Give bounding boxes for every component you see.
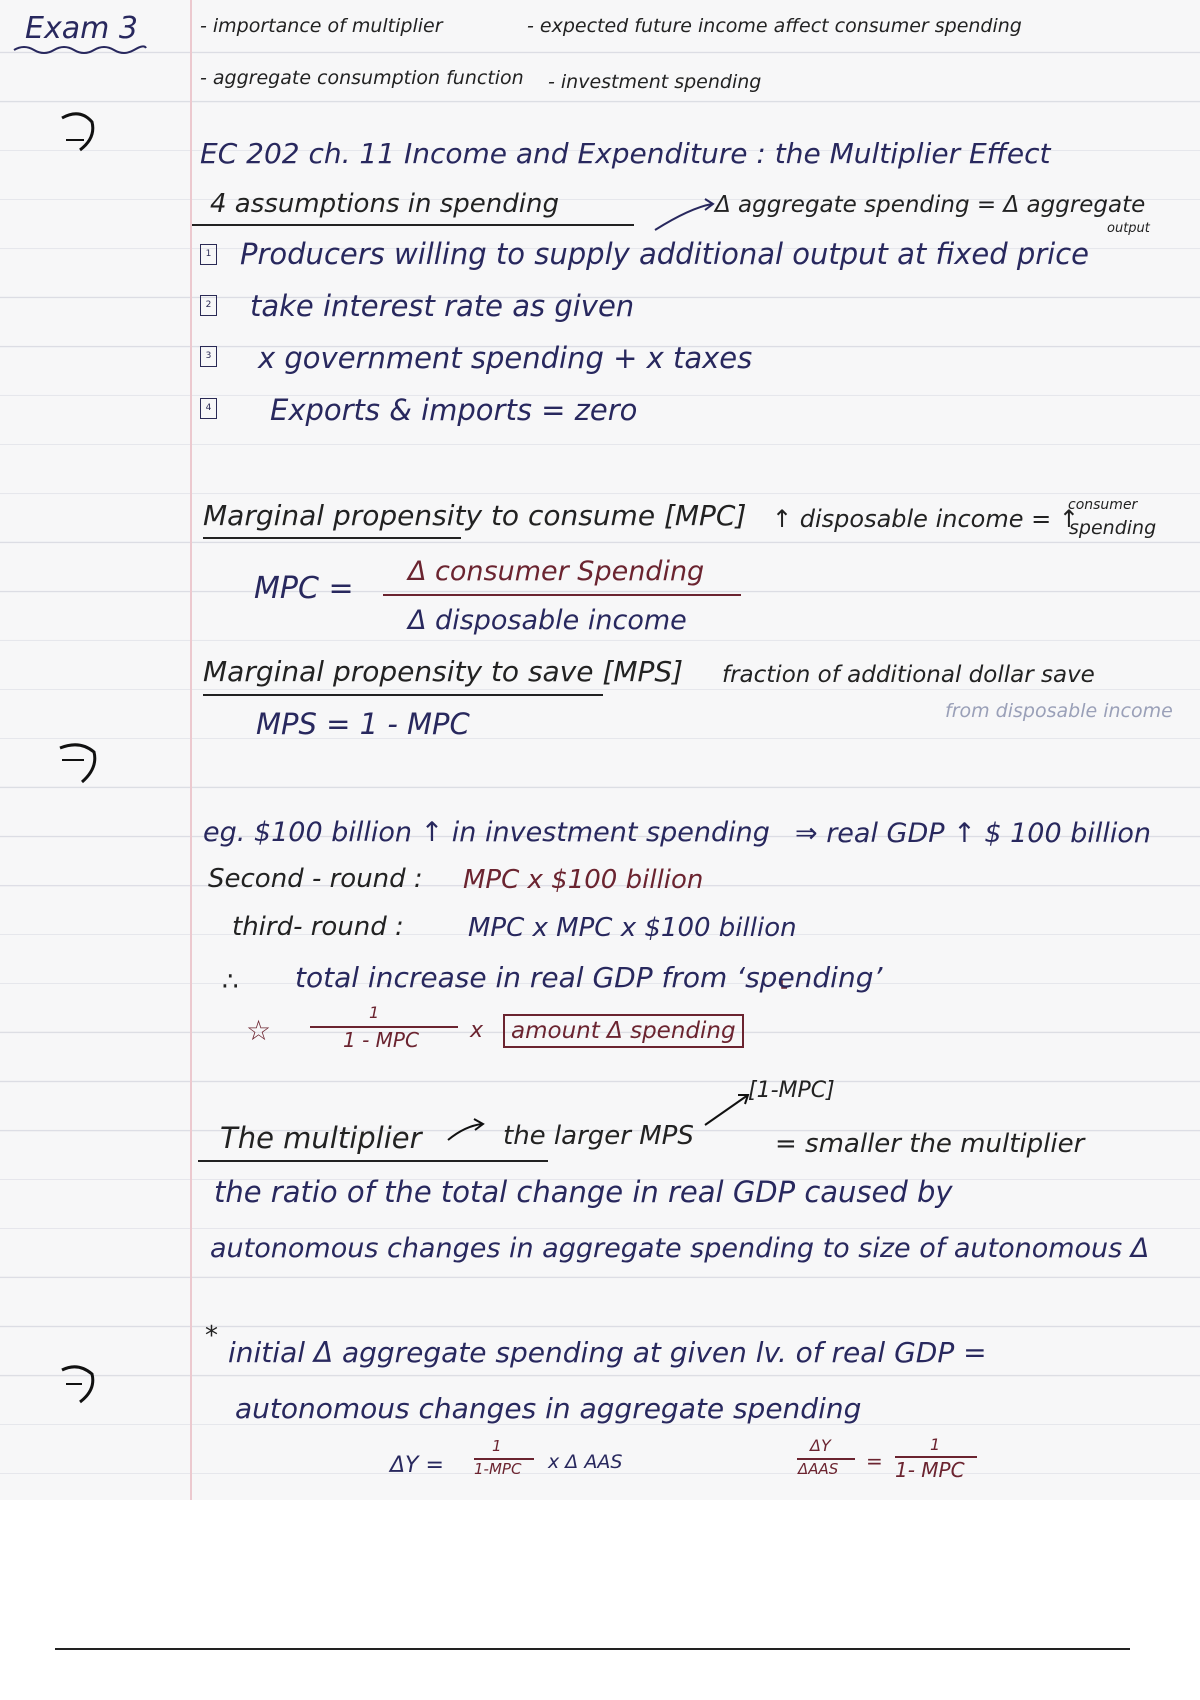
multiplier-definition: the ratio of the total change in real GDP caused by (214, 1175, 953, 1209)
assumption-text: take interest rate as given (250, 289, 635, 323)
bracket-note: [1-MPC] (748, 1078, 835, 1103)
multiplier-heading: The multiplier (220, 1121, 422, 1155)
heading-underline (192, 224, 634, 226)
chapter-heading: EC 202 ch. 11 Income and Expenditure : the Multiplier Effect (200, 137, 1051, 170)
side-note-sup: output (1107, 221, 1150, 236)
mpc-denominator: Δ disposable income (408, 605, 687, 636)
eq2-denominator: ΔAAS (798, 1460, 839, 1478)
page-title: Exam 3 (25, 11, 138, 46)
star-mark: ☆ (246, 1014, 272, 1047)
bottom-rule (55, 1648, 1130, 1650)
topic-item: - investment spending (548, 71, 762, 93)
multiplier-result: = smaller the multiplier (775, 1129, 1085, 1159)
mpc-note: ↑ disposable income = ↑ (772, 505, 1079, 533)
eq2-equals: = (866, 1449, 883, 1473)
example-result: ⇒ real GDP ↑ $ 100 billion (795, 818, 1151, 849)
assumption-text: x government spending + x taxes (258, 341, 753, 375)
mpc-formula-lhs: MPC = (254, 571, 354, 606)
assumption-number: 3 (200, 346, 217, 367)
assumption-number: 4 (200, 398, 217, 419)
therefore-symbol: ∴ (222, 967, 239, 997)
example-line: eg. $100 billion ↑ in investment spending (203, 817, 770, 848)
eq2-numerator: ΔY (810, 1436, 831, 1455)
mpc-fraction-bar (383, 594, 741, 596)
aas-line: initial Δ aggregate spending at given lv. of real GDP = (228, 1336, 987, 1369)
larger-mps: the larger MPS (503, 1121, 694, 1151)
therefore-text: total increase in real GDP from ‘spending’ (295, 961, 883, 994)
times-sign: x (470, 1018, 484, 1043)
round-value: MPC x MPC x $100 billion (468, 913, 797, 943)
asterisk-mark: * (205, 1321, 218, 1351)
assumption-text: Exports & imports = zero (270, 393, 638, 427)
topic-item: - aggregate consumption function (200, 67, 524, 89)
mpc-note-top: consumer (1068, 497, 1138, 513)
boxed-amount: amount Δ spending (503, 1014, 744, 1048)
multiplier-numerator: 1 (369, 1003, 380, 1022)
side-note: Δ aggregate spending = Δ aggregate (715, 192, 1146, 218)
eq1-lhs: ΔY = (390, 1453, 444, 1478)
mpc-underline (203, 537, 461, 539)
assumption-number: 1 (200, 244, 217, 265)
eq2-rhs-denominator: 1- MPC (895, 1458, 965, 1482)
eq1-rhs: x Δ AAS (548, 1451, 623, 1473)
eq1-numerator: 1 (492, 1437, 502, 1455)
assumption-text: Producers willing to supply additional output at fixed price (240, 237, 1090, 271)
mpc-note-bottom: spending (1069, 517, 1157, 539)
multiplier-denominator: 1 - MPC (343, 1028, 419, 1052)
round-label: Second - round : (208, 864, 423, 894)
multiplier-definition: autonomous changes in aggregate spending to size of autonomous Δ (210, 1233, 1150, 1264)
mps-heading: Marginal propensity to save [MPS] (203, 655, 684, 688)
mps-note-cont: from disposable income (945, 700, 1173, 722)
eq1-denominator: 1-MPC (474, 1460, 522, 1478)
assumption-number: 2 (200, 295, 217, 316)
eq2-rhs-numerator: 1 (930, 1435, 941, 1454)
mps-note: fraction of additional dollar save (722, 662, 1095, 688)
mpc-numerator: Δ consumer Spending (408, 556, 705, 587)
round-label: third- round : (232, 912, 404, 942)
mps-underline (203, 694, 603, 696)
multiplier-underline (198, 1160, 548, 1162)
mpc-heading: Marginal propensity to consume [MPC] (203, 499, 747, 532)
topic-item: - expected future income affect consumer spending (527, 15, 1022, 37)
assumptions-heading: 4 assumptions in spending (210, 189, 559, 219)
topic-item: - importance of multiplier (200, 15, 443, 37)
mps-formula: MPS = 1 - MPC (256, 707, 470, 741)
aas-line: autonomous changes in aggregate spending (235, 1392, 862, 1425)
round-value: MPC x $100 billion (463, 865, 704, 895)
